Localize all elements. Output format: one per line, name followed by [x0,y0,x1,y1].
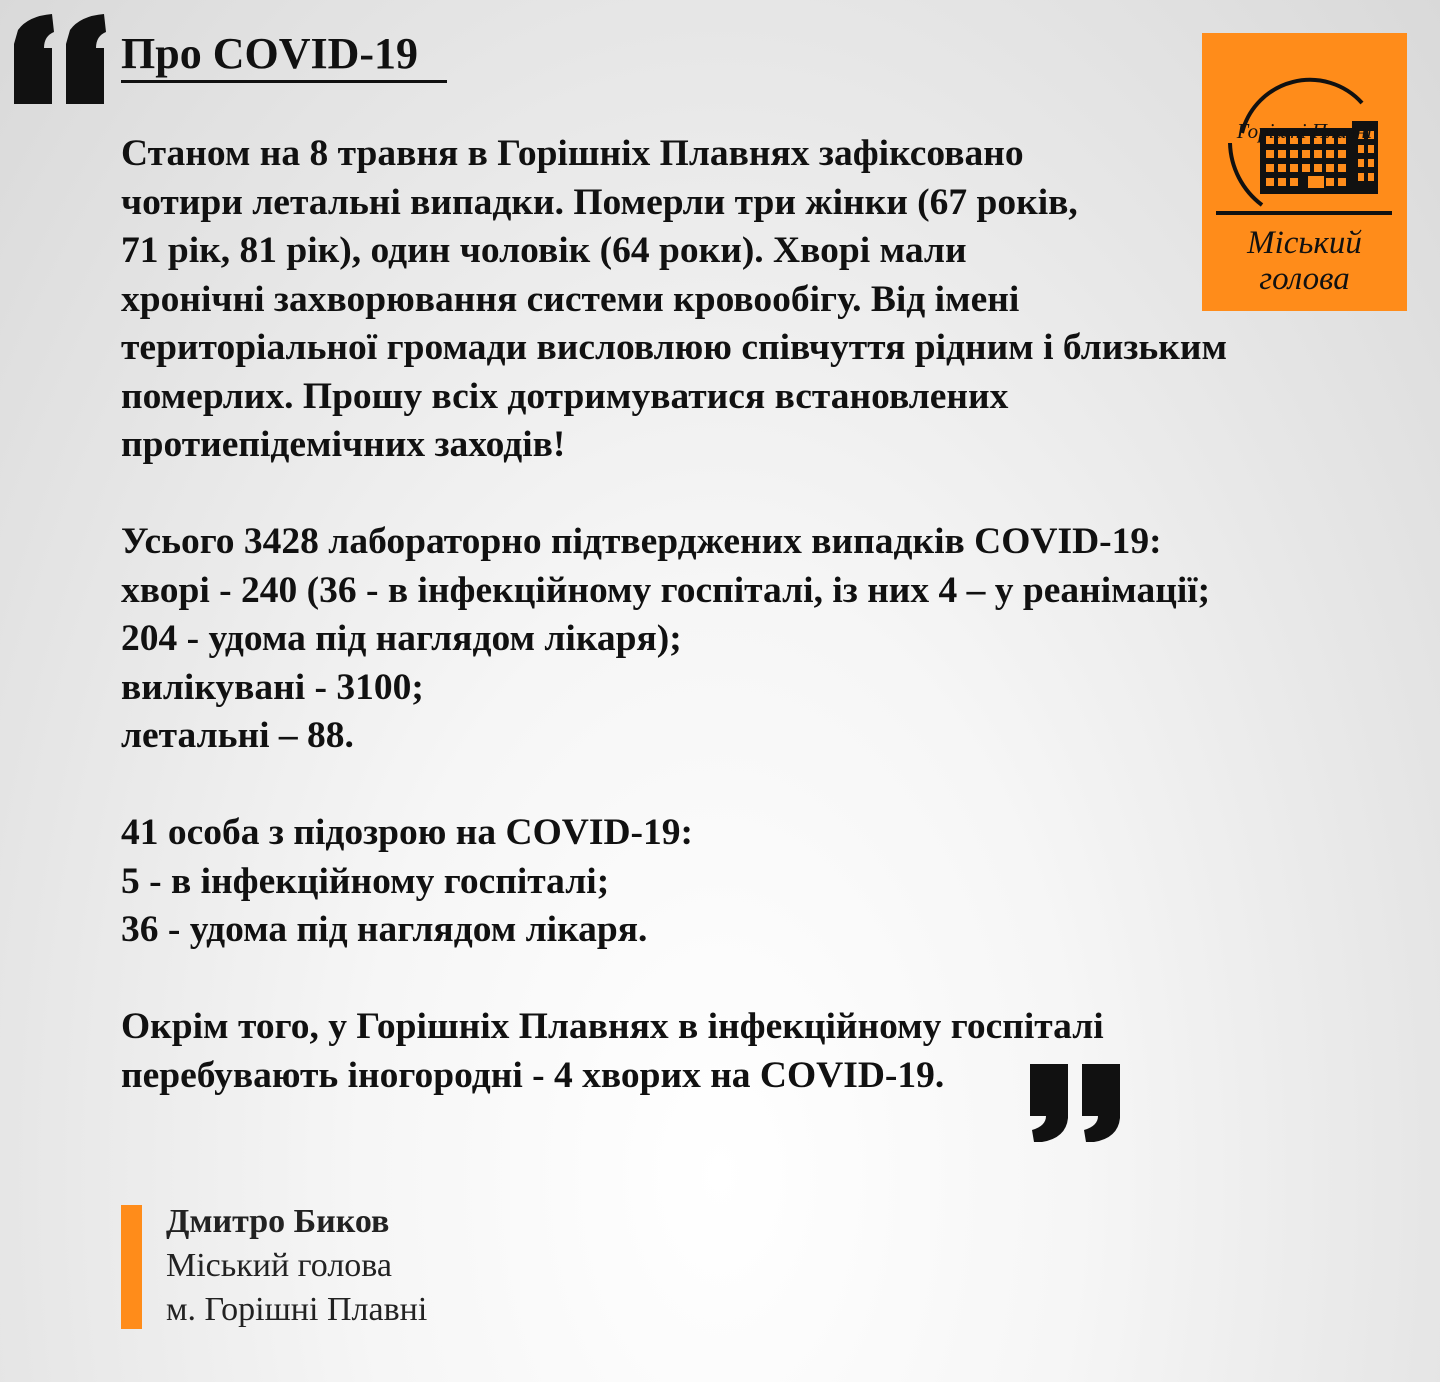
text-line: вилікувані - 3100; [121,666,424,708]
text-line: Станом на 8 травня в Горішніх Плавнях зафіксовано [121,133,1024,174]
text-line: 204 - удома під наглядом лікаря); [121,618,682,659]
logo-role [1202,225,1407,297]
paragraph-nonresidents [121,1003,1361,1100]
text-line: хронічні захворювання системи кровообігу. Від імені [121,278,1020,320]
text-line: 71 рік, 81 рік), один чоловік (64 роки). Хворі мали [121,230,967,271]
text-line: чотири летальні випадки. Померли три жінки (67 років, [121,181,1078,223]
close-quote-icon [1026,1060,1126,1146]
text-line: померлих. Прошу всіх дотримуватися встановлених [121,375,1009,417]
paragraph-confirmed [121,518,1361,761]
logo-city-name: Горішні Плавні [1236,119,1373,143]
message-body [121,130,1361,1149]
text-line: Усього 3428 лабораторно підтверджених випадків COVID-19: [121,521,1162,562]
signature-accent-bar [121,1205,142,1329]
text-line: 41 особа з підозрою на COVID-19: [121,812,694,853]
signature-position: Міський голова [166,1247,392,1284]
text-line: територіальної громади висловлюю співчуття рідним і близьким [121,327,1228,368]
text-line: протиепідемічних заходів! [121,424,566,465]
text-line: хворі - 240 (36 - в інфекційному госпіталі, із них 4 – у реанімації; [121,569,1211,611]
signature-city: м. Горішні Плавні [166,1291,428,1328]
page-title: Про COVID-19 [121,29,419,78]
signature-name: Дмитро Биков [166,1203,390,1240]
text-line: Окрім того, у Горішніх Плавнях в інфекційному госпіталі [121,1006,1104,1047]
paragraph-suspected [121,809,1361,955]
text-line: летальні – 88. [121,715,354,756]
text-line: 5 - в інфекційному госпіталі; [121,860,610,902]
signature-block [166,1200,427,1332]
text-line: 36 - удома під наглядом лікаря. [121,909,648,950]
title-underline [121,80,447,83]
paragraph-deaths [121,130,1361,470]
logo-role-line1: Міський [1247,225,1362,261]
open-quote-icon [12,10,108,110]
text-line: перебувають іногородні - 4 хворих на COVID-19. [121,1054,945,1096]
logo-role-line2: голова [1259,261,1350,297]
mayor-logo [1202,33,1407,311]
